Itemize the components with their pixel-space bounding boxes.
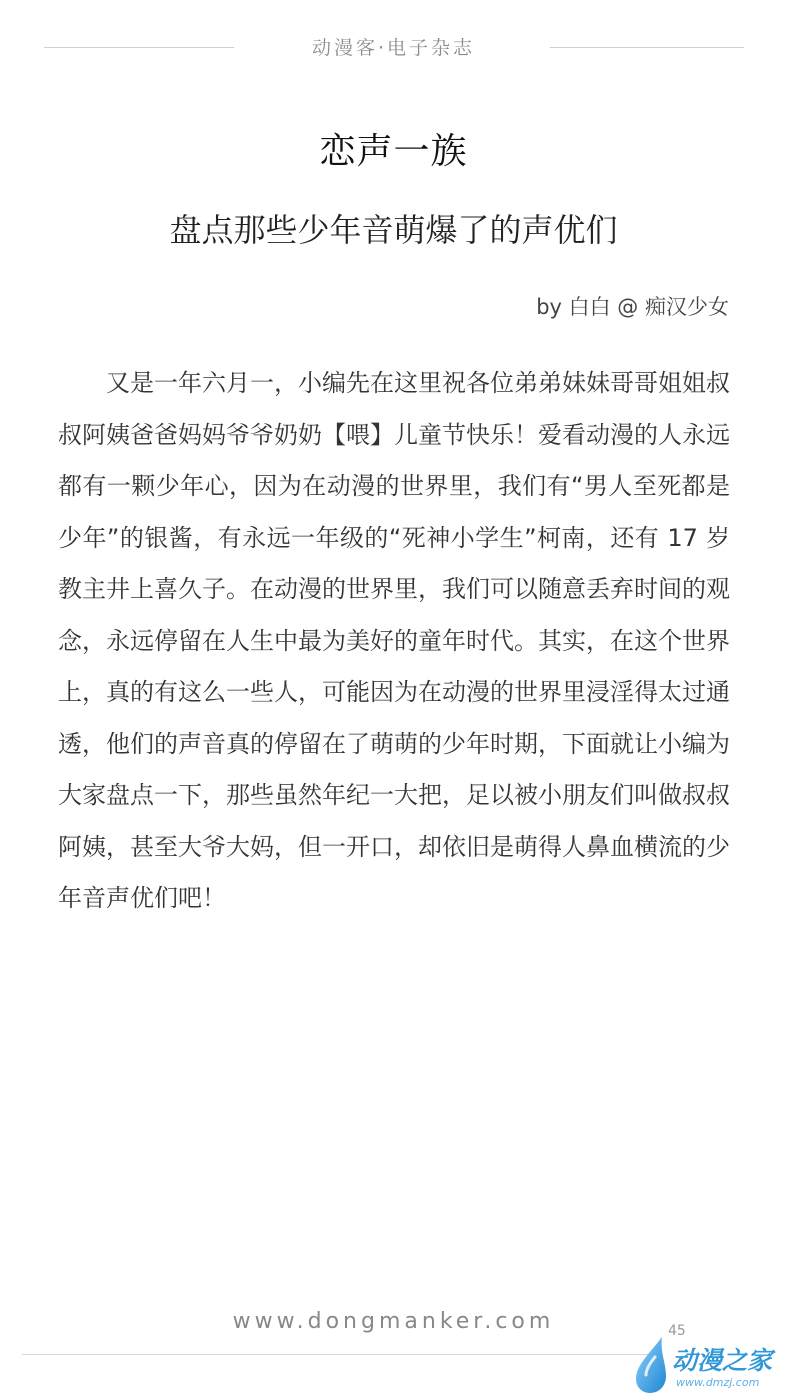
header-divider-right (550, 47, 744, 48)
brand-url: www.dmzj.com (676, 1376, 760, 1389)
brand-logo[interactable] (628, 1335, 778, 1395)
water-drop-icon (628, 1335, 676, 1395)
magazine-name: 动漫客·电子杂志 (311, 37, 476, 59)
page-title: 恋声一族 (319, 131, 468, 172)
article-body: 又是一年六月一，小编先在这里祝各位弟弟妹妹哥哥姐姐叔叔阿姨爸爸妈妈爷爷奶奶【喂】儿童节快乐！爱看动漫的人永远都有一颗少年心，因为在动漫的世界里，我们有“男人至死都是少年”的银酱，有永远一年级的“死神小学生”柯南，还有 17 岁教主井上喜久子。在动漫的世界里，我们可以随意丢弃时间的观念，永远停留在人生中最为美好的童年时代。其实，在这个世界上，真的有这么一些人，可能因为在动漫的世界里浸淫得太过通透，他们的声音真的停留在了萌萌的少年时期，下面就让小编为大家盘点一下，那些虽然年纪一大把，足以被小朋友们叫做叔叔阿姨，甚至大爷大妈，但一开口，却依旧是萌得人鼻血横流的少年音声优们吧！ (58, 369, 730, 912)
footer-divider (22, 1354, 662, 1355)
page-number: 45 (668, 1323, 686, 1339)
page-subtitle: 盘点那些少年音萌爆了的声优们 (169, 211, 618, 249)
author-byline: by 白白 @ 痴汉少女 (536, 295, 729, 319)
brand-name: 动漫之家 (672, 1346, 773, 1375)
website-url[interactable]: www.dongmanker.com (232, 1309, 555, 1334)
